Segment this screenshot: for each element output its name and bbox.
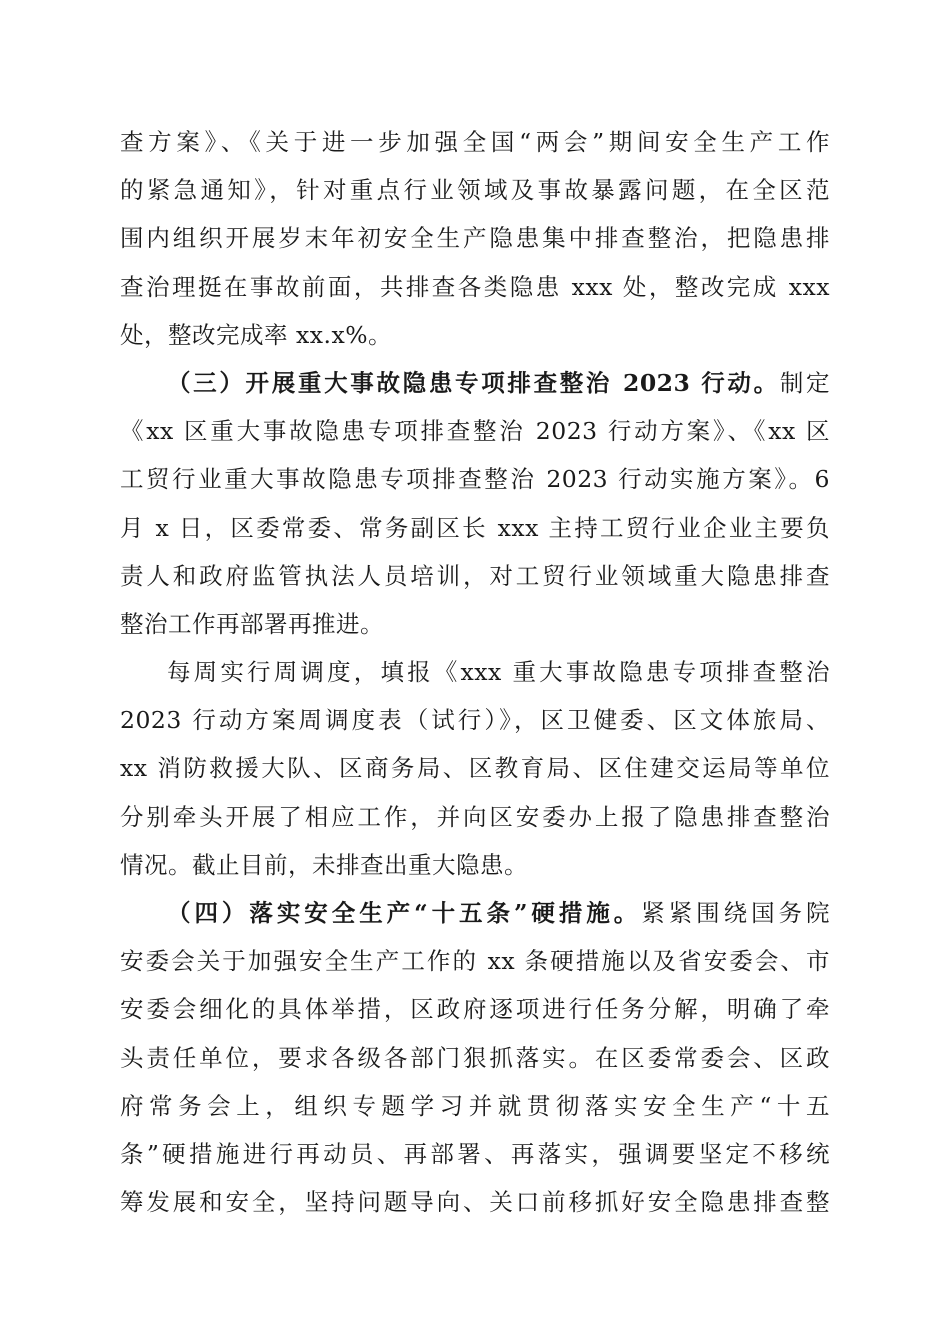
text-line: 处，整改完成率 xx.x%。 — [120, 320, 393, 349]
section-four-heading: （四）落实安全生产“十五条”硬措施。 — [167, 899, 642, 927]
text-line: 头责任单位，要求各级各部门狠抓落实。在区委常委会、区政 — [120, 1043, 830, 1072]
text-line: 查治理挺在事故前面，共排查各类隐患 xxx 处，整改完成 xxx — [120, 272, 830, 301]
text-fragment: 制定 — [779, 368, 830, 397]
text-line: 分别牵头开展了相应工作，并向区安委办上报了隐患排查整治 — [120, 802, 830, 831]
text-line: 筹发展和安全，坚持问题导向、关口前移抓好安全隐患排查整 — [120, 1188, 830, 1217]
text-line: 安委会细化的具体举措，区政府逐项进行任务分解，明确了牵 — [120, 995, 830, 1024]
text-line: 府常务会上，组织专题学习并就贯彻落实安全生产“十五 — [120, 1091, 830, 1120]
text-line: 整治工作再部署再推进。 — [120, 609, 384, 638]
text-line: 围内组织开展岁末年初安全生产隐患集中排查整治，把隐患排 — [120, 224, 830, 253]
paragraph-hidden-danger-rectification — [120, 118, 830, 359]
paragraph-weekly-dispatch — [120, 648, 830, 889]
section-three-first-line — [120, 359, 830, 407]
text-line: 的紧急通知》，针对重点行业领域及事故暴露问题，在全区范 — [120, 176, 830, 205]
text-line: 条”硬措施进行再动员、再部署、再落实，强调要坚定不移统 — [120, 1139, 830, 1168]
text-line: xx 消防救援大队、区商务局、区教育局、区住建交运局等单位 — [120, 754, 830, 783]
paragraph-section-three — [120, 359, 830, 648]
text-line: 责人和政府监管执法人员培训，对工贸行业领域重大隐患排查 — [120, 561, 830, 590]
section-four-first-line — [120, 889, 830, 937]
paragraph-section-four — [120, 889, 830, 1226]
document-page — [120, 118, 830, 1226]
text-line: 月 x 日，区委常委、常务副区长 xxx 主持工贸行业企业主要负 — [120, 513, 830, 542]
text-line: 2023 行动方案周调度表（试行）》，区卫健委、区文体旅局、 — [120, 706, 830, 735]
text-fragment: 紧紧围绕国务院 — [641, 899, 830, 927]
text-line: 情况。截止目前，未排查出重大隐患。 — [120, 850, 528, 879]
text-line: 工贸行业重大事故隐患专项排查整治 2023 行动实施方案》。6 — [120, 465, 830, 494]
section-three-heading: （三）开展重大事故隐患专项排查整治 2023 行动。 — [167, 368, 780, 397]
text-line: 每周实行周调度，填报《xxx 重大事故隐患专项排查整治 — [167, 658, 830, 687]
text-line: 《xx 区重大事故隐患专项排查整治 2023 行动方案》、《xx 区 — [120, 417, 830, 446]
text-line: 安委会关于加强安全生产工作的 xx 条硬措施以及省安委会、市 — [120, 947, 830, 976]
text-line: 查方案》、《关于进一步加强全国“两会”期间安全生产工作 — [120, 128, 830, 156]
